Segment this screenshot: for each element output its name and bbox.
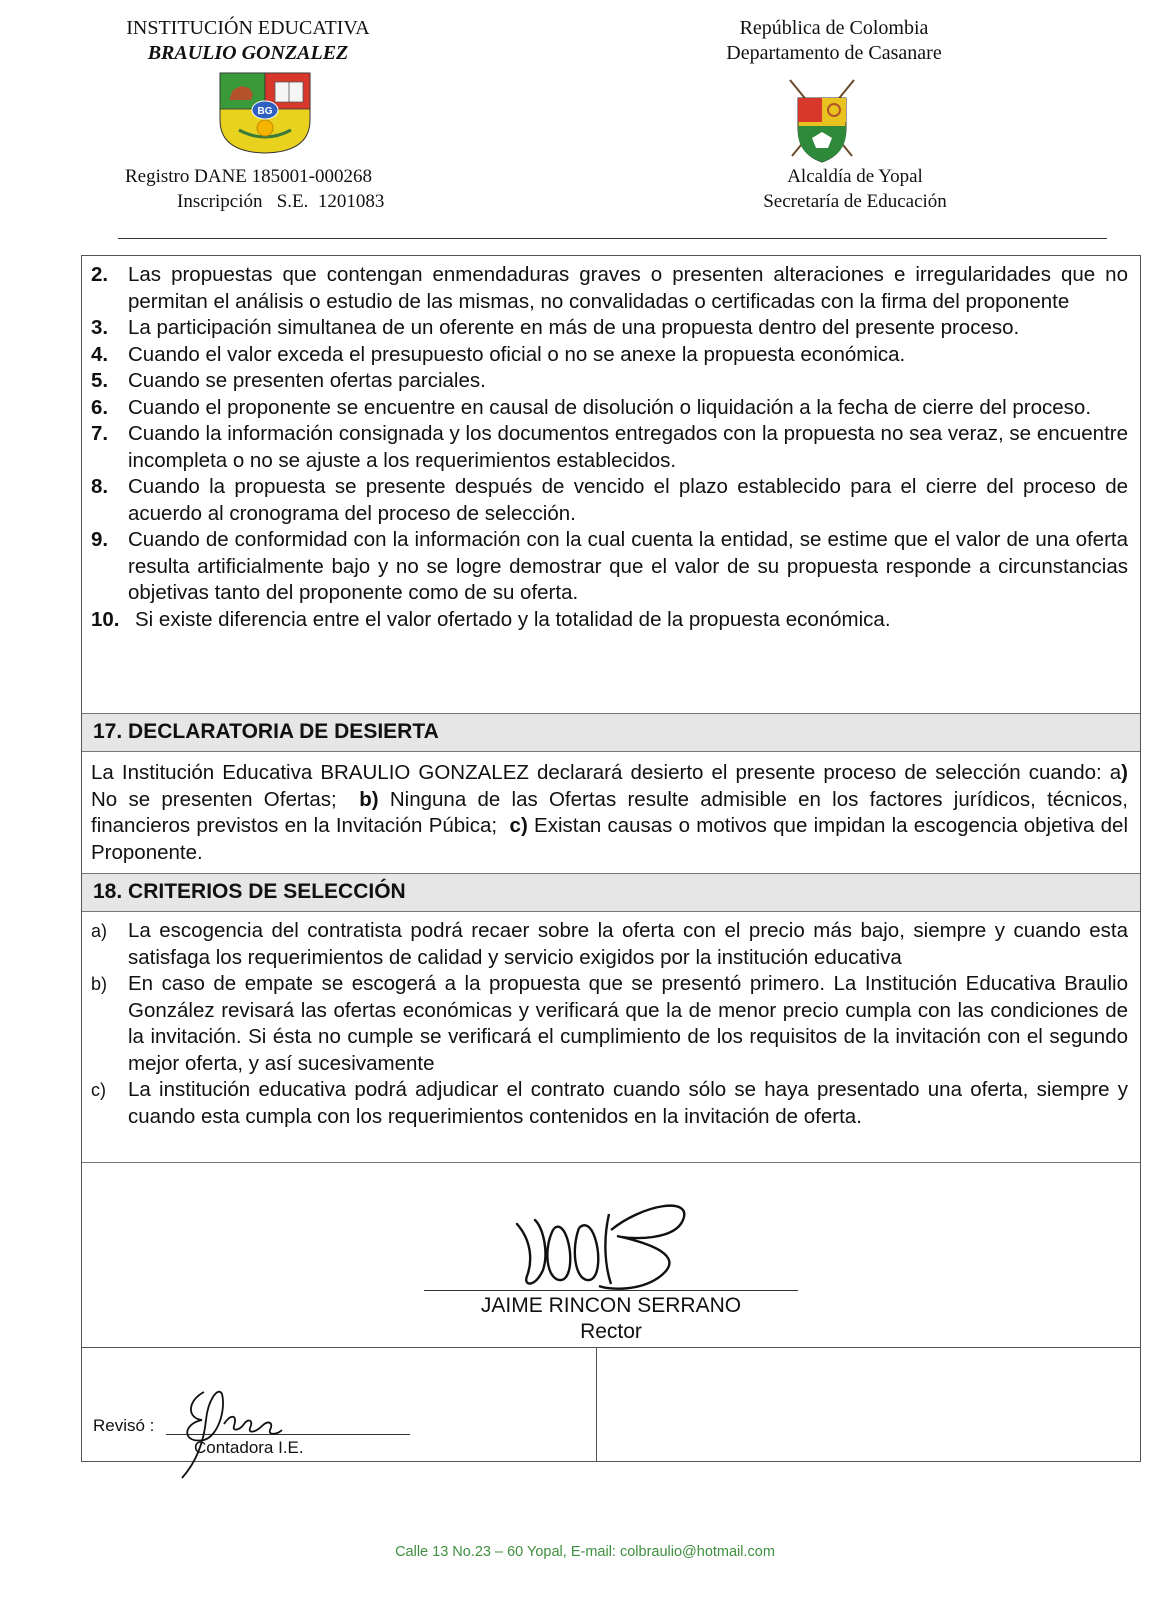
section-18-body xyxy=(82,911,1140,1130)
institution-label: INSTITUCIÓN EDUCATIVA xyxy=(126,17,370,39)
item-label: a) xyxy=(91,921,108,941)
secretaria-label: Secretaría de Educación xyxy=(763,191,947,212)
header-left xyxy=(118,16,378,66)
list-item xyxy=(82,368,1140,395)
item-label: c) xyxy=(91,1080,106,1100)
school-name: BRAULIO GONZALEZ xyxy=(147,42,349,64)
item-text: En caso de empate se escogerá a la propuesta que se presentó primero. La Institución Educativa Braulio González revisará las ofertas económicas y verificará que la de menor precio cumpla con las condiciones de la invitación. Si ésta no cumple se verificará el cumplimiento de los requisitos de la invitación con el segundo mejor oferta, y así sucesivamente xyxy=(128,972,1128,1075)
reviewer-role: Contadora I.E. xyxy=(194,1438,304,1457)
footer-address: Calle 13 No.23 – 60 Yopal, E-mail: colbraulio@hotmail.com xyxy=(395,1544,775,1560)
list-item xyxy=(82,1077,1140,1130)
desierta-b-text: Ninguna de las Ofertas resulte admisible en los factores jurídicos, técnicos, financieros previstos en la Invitación Púbica; xyxy=(91,787,1134,837)
item-text: Si existe diferencia entre el valor ofertado y la totalidad de la propuesta económica. xyxy=(135,607,891,631)
item-label: b) xyxy=(91,974,108,994)
signatory-title: Rector xyxy=(580,1320,642,1343)
desierta-paragraph xyxy=(82,760,1140,866)
item-text: Cuando la propuesta se presente después de vencido el plazo establecido para el cierre del proceso de acuerdo al cronograma del proceso de selección. xyxy=(128,475,1128,525)
item-text: Cuando se presenten ofertas parciales. xyxy=(128,369,486,392)
shield-initials: BG xyxy=(257,106,273,117)
desierta-c-text: Existan causas o motivos que impidan la escogencia objetiva del Proponente. xyxy=(91,814,1128,864)
desierta-intro: La Institución Educativa BRAULIO GONZALEZ declarará desierto el presente proceso de selección cuando: a xyxy=(91,761,1122,784)
department-label: Departamento de Casanare xyxy=(726,42,942,64)
signature-line xyxy=(424,1290,798,1291)
desierta-a-text: No se presenten Ofertas; xyxy=(91,761,1134,811)
office-label: Alcaldía de Yopal xyxy=(787,166,923,187)
item-number: 3. xyxy=(91,316,109,339)
rector-signature-image xyxy=(513,1200,703,1300)
item-text: Las propuestas que contengan enmendaduras graves o presenten alteraciones e irregularidades que no permitan el análisis o estudio de las mismas, no convalidadas o certificadas con la firma del proponente xyxy=(128,263,1128,313)
list-item xyxy=(82,421,1140,474)
item-number: 2. xyxy=(91,263,109,286)
review-column-divider xyxy=(596,1347,597,1462)
item-text: Cuando el proponente se encuentre en causal de disolución o liquidación a la fecha de cierre del proceso. xyxy=(128,395,1092,419)
item-number: 4. xyxy=(91,342,109,366)
item-number: 7. xyxy=(91,422,109,445)
item-number: 9. xyxy=(91,528,109,551)
section-17-body xyxy=(82,751,1140,866)
list-item xyxy=(82,395,1140,422)
country-label: República de Colombia xyxy=(739,17,929,39)
signature-row-divider xyxy=(82,1162,1140,1163)
section-17-heading: 17. DECLARATORIA DE DESIERTA xyxy=(82,713,1140,751)
section-18-heading: 18. CRITERIOS DE SELECCIÓN xyxy=(82,873,1140,911)
header-right xyxy=(715,16,953,66)
reviewer-signature-image xyxy=(178,1380,308,1480)
signatory-block xyxy=(424,1293,798,1345)
item-text: La escogencia del contratista podrá recaer sobre la oferta con el precio más bajo, siempre y cuando esta satisfaga los requerimientos de calidad y servicio exigidos por la institución educativa xyxy=(128,919,1128,969)
list-item xyxy=(82,971,1140,1077)
item-number: 8. xyxy=(91,475,109,498)
desierta-a-label: ) xyxy=(1121,761,1128,784)
item-text: La participación simultanea de un oferente en más de una propuesta dentro del presente proceso. xyxy=(128,316,1020,339)
item-text: Cuando el valor exceda el presupuesto oficial o no se anexe la propuesta económica. xyxy=(128,342,906,366)
item-number: 5. xyxy=(91,369,109,392)
list-item xyxy=(82,918,1140,971)
list-item xyxy=(82,527,1140,607)
item-text: Cuando la información consignada y los documentos entregados con la propuesta no sea veraz, se encuentre incompleta o no se ajuste a los requerimientos establecidos. xyxy=(128,422,1128,472)
casanare-coat-of-arms-logo xyxy=(778,76,866,166)
list-item xyxy=(82,607,1140,634)
registration-info xyxy=(125,164,425,214)
school-shield-logo xyxy=(219,72,311,154)
reviewed-by-label: Revisó : xyxy=(93,1416,155,1435)
item-number: 6. xyxy=(91,395,109,419)
dane-registration: Registro DANE 185001-000268 xyxy=(125,166,372,187)
list-item xyxy=(82,315,1140,342)
list-item xyxy=(82,342,1140,369)
item-text: Cuando de conformidad con la información con la cual cuenta la entidad, se estime que el valor de una oferta resulta artificialmente bajo y no se logre demostrar que el valor de su propuesta responde a circunstancias objetivas tanto del proponente como de su oferta. xyxy=(128,528,1128,604)
desierta-c-label: c) xyxy=(509,814,528,837)
causales-list xyxy=(82,262,1140,633)
municipal-info xyxy=(740,164,970,214)
list-item xyxy=(82,474,1140,527)
header-divider xyxy=(118,238,1107,239)
item-text: La institución educativa podrá adjudicar el contrato cuando sólo se haya presentado una oferta, siempre y cuando esta cumpla con los requerimientos contenidos en la invitación de oferta. xyxy=(128,1078,1128,1128)
item-number: 10. xyxy=(91,607,120,631)
desierta-b-label: b) xyxy=(359,787,379,811)
list-item xyxy=(82,262,1140,315)
signatory-name: JAIME RINCON SERRANO xyxy=(480,1294,742,1317)
se-inscription: Inscripción S.E. 1201083 xyxy=(177,191,385,212)
